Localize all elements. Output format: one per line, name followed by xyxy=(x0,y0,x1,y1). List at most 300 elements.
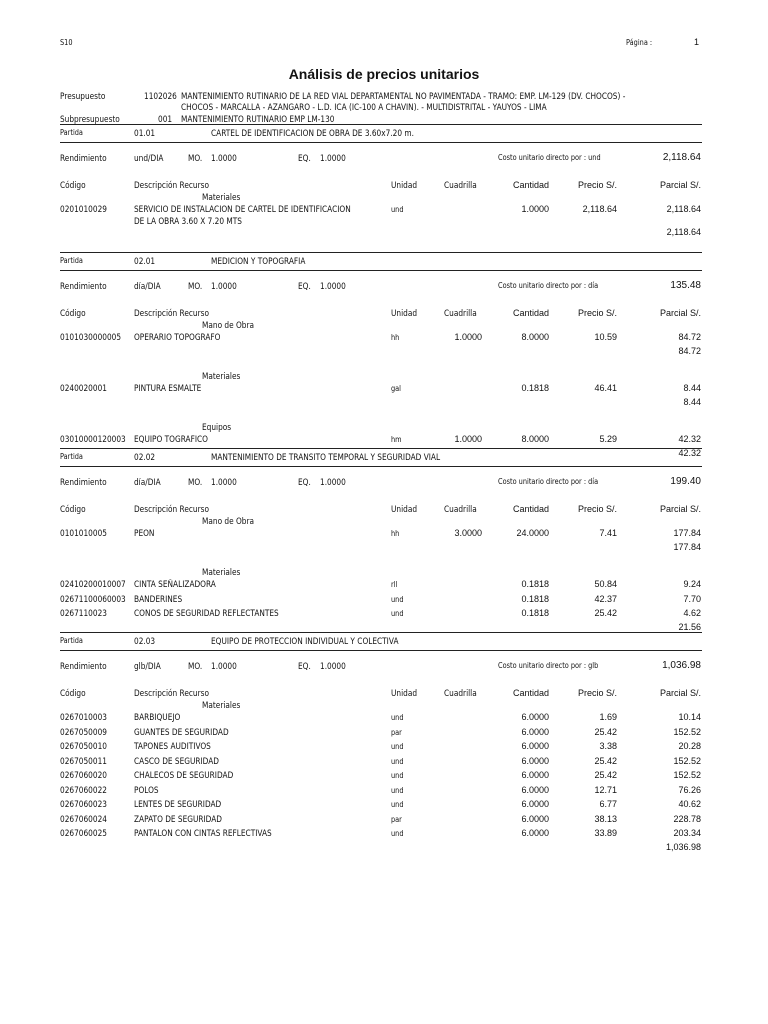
costo-unitario-value: 1,036.98 xyxy=(662,660,701,671)
mo-value-text: 1.0000 xyxy=(211,662,237,672)
resource-group-label-text: Mano de Obra xyxy=(202,517,255,527)
row-parcial: 8.44 xyxy=(683,383,701,393)
row-unidad xyxy=(391,609,406,618)
row-descripcion xyxy=(134,434,224,445)
presupuesto-code: 1102026 xyxy=(144,92,177,102)
page-label: Página : xyxy=(626,38,653,47)
row-descripcion xyxy=(134,756,238,767)
row-unidad-text: gal xyxy=(391,384,402,393)
row-descripcion-text: OPERARIO TOPOGRAFO xyxy=(134,333,221,343)
col-parcial-header: Parcial S/. xyxy=(659,504,701,514)
row-descripcion-text: LENTES DE SEGURIDAD xyxy=(134,800,222,810)
row-codigo xyxy=(60,814,117,825)
col-descripcion-header xyxy=(134,688,225,699)
col-unidad-header-text: Unidad xyxy=(391,309,418,319)
rendimiento-label xyxy=(60,153,117,164)
row-unidad-text: par xyxy=(391,727,402,737)
row-unidad-text: und xyxy=(391,771,404,780)
resource-group-label-text: Materiales xyxy=(202,193,241,203)
row-cantidad: 0.1818 xyxy=(521,593,549,604)
partida-label-text: Partida xyxy=(60,256,83,265)
partida-top-rule xyxy=(60,124,702,125)
row-cantidad: 6.0000 xyxy=(521,784,549,795)
group-subtotal: 177.84 xyxy=(673,541,701,552)
partida-name-rule xyxy=(60,466,702,467)
mo-value xyxy=(211,281,243,292)
group-subtotal: 1,036.98 xyxy=(665,841,701,852)
row-descripcion xyxy=(134,785,164,796)
row-parcial: 7.70 xyxy=(683,593,701,604)
group-subtotal: 84.72 xyxy=(678,345,701,356)
row-unidad xyxy=(391,595,406,604)
row-descripcion xyxy=(134,332,239,343)
row-descripcion-text: PINTURA ESMALTE xyxy=(134,384,202,394)
row-codigo xyxy=(60,828,117,839)
row-unidad-text: und xyxy=(391,829,404,838)
partida-code-text: 02.01 xyxy=(134,257,156,267)
resource-group-label-text: Equipos xyxy=(202,423,232,433)
row-cantidad: 6.0000 xyxy=(521,755,549,766)
row-parcial: 40.62 xyxy=(678,799,701,809)
resource-group-label xyxy=(202,567,249,578)
row-codigo xyxy=(60,727,117,738)
costo-label-text: Costo unitario directo por : glb xyxy=(498,661,599,670)
row-cantidad: 6.0000 xyxy=(521,813,549,824)
col-precio-header: Precio S/. xyxy=(577,308,617,318)
col-codigo-header xyxy=(60,308,91,319)
row-descripcion xyxy=(134,204,398,215)
row-descripcion-text: ZAPATO DE SEGURIDAD xyxy=(134,814,222,825)
subpresupuesto-code: 001 xyxy=(158,115,173,125)
costo-label xyxy=(498,477,620,486)
row-cantidad: 0.1818 xyxy=(521,383,549,393)
row-parcial: 177.84 xyxy=(673,528,701,538)
row-cantidad: 0.1818 xyxy=(521,608,549,618)
row-codigo xyxy=(60,594,140,605)
col-codigo-header xyxy=(60,688,91,699)
row-descripcion xyxy=(134,383,216,394)
subpresupuesto-label: Subpresupuesto xyxy=(60,115,120,125)
col-unidad-header-text: Unidad xyxy=(391,181,418,191)
report-code: S10 xyxy=(60,38,73,47)
partida-code xyxy=(134,636,160,647)
row-precio: 3.38 xyxy=(599,741,617,751)
row-descripcion xyxy=(134,814,241,825)
resource-group-label-text: Materiales xyxy=(202,701,241,711)
partida-code xyxy=(134,452,160,463)
row-precio: 10.59 xyxy=(594,332,617,342)
row-codigo-text: 02671100060003 xyxy=(60,594,126,605)
row-unidad xyxy=(391,713,406,722)
row-unidad-text: und xyxy=(391,756,404,766)
row-cantidad: 8.0000 xyxy=(521,434,549,444)
col-unidad-header xyxy=(391,504,423,515)
partida-label xyxy=(60,636,88,645)
row-parcial: 84.72 xyxy=(678,332,701,342)
row-unidad-text: und xyxy=(391,205,404,214)
row-cantidad: 6.0000 xyxy=(521,741,549,751)
partida-name-text: EQUIPO DE PROTECCION INDIVIDUAL Y COLECTIVA xyxy=(211,637,399,647)
presupuesto-desc-line2: CHOCOS - MARCALLA - AZANGARO - L.D. ICA (IC-100 A CHAVIN). - MULTIDISTRITAL - YAUYOS - LIMA xyxy=(181,103,547,113)
col-codigo-header-text: Código xyxy=(60,689,86,699)
mo-label xyxy=(188,661,205,672)
group-subtotal: 8.44 xyxy=(683,396,701,407)
row-codigo-text: 0101030000005 xyxy=(60,333,122,343)
col-cantidad-header: Cantidad xyxy=(512,180,549,190)
row-precio: 25.42 xyxy=(594,770,617,780)
row-parcial: 9.24 xyxy=(683,579,701,589)
costo-unitario-value: 2,118.64 xyxy=(662,152,701,163)
col-cuadrilla-header-text: Cuadrilla xyxy=(444,309,477,319)
eq-label-text: EQ. xyxy=(298,478,311,488)
rendimiento-label xyxy=(60,661,117,672)
eq-label-text: EQ. xyxy=(298,662,311,672)
col-precio-header: Precio S/. xyxy=(577,504,617,514)
row-precio: 7.41 xyxy=(599,528,617,538)
row-descripcion-text: PANTALON CON CINTAS REFLECTIVAS xyxy=(134,829,272,839)
row-descripcion-text: BANDERINES xyxy=(134,594,183,605)
mo-label-text: MO. xyxy=(188,478,203,488)
row-cantidad: 6.0000 xyxy=(521,828,549,838)
eq-value-text: 1.0000 xyxy=(320,154,346,164)
row-parcial: 10.14 xyxy=(678,712,701,722)
row-codigo-text: 0267010003 xyxy=(60,713,107,723)
row-parcial: 203.34 xyxy=(673,828,701,838)
row-descripcion-line2 xyxy=(134,216,266,227)
row-descripcion xyxy=(134,770,255,781)
row-codigo-text: 03010000120003 xyxy=(60,435,126,445)
resource-group-label xyxy=(202,371,249,382)
eq-value-text: 1.0000 xyxy=(320,282,346,292)
row-codigo xyxy=(60,608,117,619)
row-cantidad: 8.0000 xyxy=(521,332,549,342)
partida-code xyxy=(134,128,160,139)
col-codigo-header-text: Código xyxy=(60,505,86,515)
col-cantidad-header: Cantidad xyxy=(512,308,549,318)
row-precio: 25.42 xyxy=(594,726,617,737)
subpresupuesto-desc: MANTENIMIENTO RUTINARIO EMP LM-130 xyxy=(181,115,335,125)
row-precio: 33.89 xyxy=(594,828,617,838)
row-descripcion-text: GUANTES DE SEGURIDAD xyxy=(134,727,229,738)
row-unidad xyxy=(391,205,406,214)
resource-group-label-text: Materiales xyxy=(202,372,241,382)
partida-code-text: 01.01 xyxy=(134,129,156,139)
row-codigo-text: 0267050011 xyxy=(60,756,107,767)
row-precio: 12.71 xyxy=(594,784,617,795)
resource-group-label xyxy=(202,320,265,331)
mo-value-text: 1.0000 xyxy=(211,282,237,292)
col-descripcion-header xyxy=(134,504,225,515)
row-unidad xyxy=(391,815,404,824)
row-codigo xyxy=(60,434,140,445)
row-parcial: 76.26 xyxy=(678,784,701,795)
eq-label-text: EQ. xyxy=(298,154,311,164)
eq-label xyxy=(298,661,314,672)
row-codigo xyxy=(60,528,117,539)
rendimiento-label-text: Rendimiento xyxy=(60,282,107,292)
mo-value xyxy=(211,153,243,164)
col-descripcion-header-text: Descripción Recurso xyxy=(134,181,210,191)
row-descripcion-text: CHALECOS DE SEGURIDAD xyxy=(134,771,234,781)
col-codigo-header-text: Código xyxy=(60,181,86,191)
partida-code xyxy=(134,256,160,267)
row-descripcion-text: BARBIQUEJO xyxy=(134,713,181,723)
row-codigo xyxy=(60,770,117,781)
row-descripcion xyxy=(134,741,228,752)
rendimiento-unit-text: glb/DIA xyxy=(134,662,161,672)
row-unidad-text: rll xyxy=(391,580,398,589)
row-codigo xyxy=(60,756,117,767)
mo-value xyxy=(211,661,243,672)
rendimiento-unit xyxy=(134,153,170,164)
group-subtotal: 42.32 xyxy=(678,447,701,458)
costo-label xyxy=(498,661,620,670)
eq-value xyxy=(320,153,352,164)
partida-label xyxy=(60,452,88,461)
row-codigo-text: 0201010029 xyxy=(60,205,107,215)
row-unidad-text: hh xyxy=(391,529,400,538)
mo-label-text: MO. xyxy=(188,154,203,164)
row-unidad-text: und xyxy=(391,594,404,604)
partida-label-text: Partida xyxy=(60,636,83,645)
partida-label-text: Partida xyxy=(60,128,83,137)
partida-name-rule xyxy=(60,270,702,271)
mo-value-text: 1.0000 xyxy=(211,154,237,164)
col-cuadrilla-header-text: Cuadrilla xyxy=(444,181,477,191)
partida-top-rule xyxy=(60,252,702,253)
row-codigo xyxy=(60,579,140,590)
row-unidad xyxy=(391,771,406,780)
rendimiento-label-text: Rendimiento xyxy=(60,478,107,488)
row-unidad xyxy=(391,728,404,737)
eq-label xyxy=(298,477,314,488)
mo-label xyxy=(188,477,205,488)
partida-name xyxy=(211,256,326,267)
row-cantidad: 6.0000 xyxy=(521,770,549,780)
rendimiento-unit xyxy=(134,661,167,672)
row-codigo-text: 0267060022 xyxy=(60,785,107,796)
row-precio: 25.42 xyxy=(594,608,617,618)
row-descripcion xyxy=(134,528,159,539)
row-codigo xyxy=(60,712,117,723)
row-descripcion xyxy=(134,579,234,590)
col-descripcion-header-text: Descripción Recurso xyxy=(134,505,210,515)
row-unidad-text: und xyxy=(391,609,404,618)
col-cantidad-header: Cantidad xyxy=(512,688,549,698)
mo-value xyxy=(211,477,243,488)
rendimiento-label xyxy=(60,477,117,488)
row-precio: 25.42 xyxy=(594,755,617,766)
row-parcial: 2,118.64 xyxy=(666,204,701,214)
col-parcial-header: Parcial S/. xyxy=(659,180,701,190)
row-codigo-text: 0240020001 xyxy=(60,384,107,394)
costo-label-text: Costo unitario directo por : und xyxy=(498,153,601,162)
resource-group-label-text: Materiales xyxy=(202,568,241,578)
partida-top-rule xyxy=(60,448,702,449)
row-parcial: 20.28 xyxy=(678,741,701,751)
row-codigo xyxy=(60,799,117,810)
eq-label xyxy=(298,153,314,164)
resource-group-label xyxy=(202,516,265,527)
row-precio: 38.13 xyxy=(594,813,617,824)
row-descripcion-text: TAPONES AUDITIVOS xyxy=(134,742,211,752)
row-precio: 42.37 xyxy=(594,593,617,604)
partida-label-text: Partida xyxy=(60,452,83,461)
col-precio-header: Precio S/. xyxy=(577,688,617,698)
row-codigo xyxy=(60,383,117,394)
row-codigo-text: 02410200010007 xyxy=(60,580,126,590)
row-descripcion-text: EQUIPO TOGRAFICO xyxy=(134,435,208,445)
col-codigo-header-text: Código xyxy=(60,309,86,319)
presupuesto-desc-line1: MANTENIMIENTO RUTINARIO DE LA RED VIAL DEPARTAMENTAL NO PAVIMENTADA - TRAMO: EMP. LM-129 (DV. CHOCOS) - xyxy=(181,92,626,102)
row-codigo-text: 0267060023 xyxy=(60,800,107,810)
partida-name-text: CARTEL DE IDENTIFICACION DE OBRA DE 3.60x7.20 m. xyxy=(211,129,414,139)
row-descripcion xyxy=(134,727,249,738)
row-cuadrilla: 3.0000 xyxy=(454,528,482,538)
row-unidad-text: und xyxy=(391,742,404,751)
rendimiento-label-text: Rendimiento xyxy=(60,154,107,164)
resource-group-label xyxy=(202,422,238,433)
resource-group-label-text: Mano de Obra xyxy=(202,321,255,331)
row-cantidad: 0.1818 xyxy=(521,579,549,589)
partida-name xyxy=(211,128,458,139)
row-parcial: 4.62 xyxy=(683,608,701,618)
row-precio: 2,118.64 xyxy=(582,204,617,214)
row-cantidad: 1.0000 xyxy=(521,204,549,214)
mo-label-text: MO. xyxy=(188,282,203,292)
col-precio-header: Precio S/. xyxy=(577,180,617,190)
group-subtotal: 2,118.64 xyxy=(666,226,701,237)
row-parcial: 42.32 xyxy=(678,434,701,444)
row-codigo xyxy=(60,785,117,796)
row-codigo-text: 0267110023 xyxy=(60,609,107,619)
row-descripcion-text: PEON xyxy=(134,529,155,539)
col-descripcion-header xyxy=(134,180,225,191)
rendimiento-label xyxy=(60,281,117,292)
row-descripcion-text: CONOS DE SEGURIDAD REFLECTANTES xyxy=(134,609,279,619)
row-parcial: 152.52 xyxy=(673,755,701,766)
row-cantidad: 6.0000 xyxy=(521,712,549,722)
col-codigo-header xyxy=(60,180,91,191)
col-cantidad-header: Cantidad xyxy=(512,504,549,514)
row-unidad xyxy=(391,786,406,795)
row-cantidad: 6.0000 xyxy=(521,726,549,737)
rendimiento-unit-text: und/DIA xyxy=(134,154,164,164)
row-precio: 50.84 xyxy=(594,579,617,589)
group-subtotal: 21.56 xyxy=(678,621,701,632)
eq-value-text: 1.0000 xyxy=(320,478,346,488)
row-codigo xyxy=(60,741,117,752)
partida-name xyxy=(211,636,440,647)
col-cuadrilla-header-text: Cuadrilla xyxy=(444,689,477,699)
col-descripcion-header-text: Descripción Recurso xyxy=(134,689,210,699)
partida-label xyxy=(60,128,88,137)
row-parcial: 228.78 xyxy=(673,813,701,824)
row-unidad-text: und xyxy=(391,800,404,809)
col-cuadrilla-header-text: Cuadrilla xyxy=(444,505,477,515)
col-unidad-header xyxy=(391,308,423,319)
eq-value xyxy=(320,661,352,672)
row-descripcion-text: CASCO DE SEGURIDAD xyxy=(134,756,219,767)
row-cuadrilla: 1.0000 xyxy=(454,434,482,444)
row-descripcion xyxy=(134,594,193,605)
row-cuadrilla: 1.0000 xyxy=(454,332,482,342)
mo-label xyxy=(188,281,205,292)
costo-label-text: Costo unitario directo por : día xyxy=(498,477,599,486)
row-unidad xyxy=(391,757,406,766)
partida-name xyxy=(211,452,490,463)
row-unidad xyxy=(391,384,403,393)
presupuesto-label: Presupuesto xyxy=(60,92,106,102)
row-unidad-text: par xyxy=(391,814,402,824)
col-parcial-header: Parcial S/. xyxy=(659,688,701,698)
partida-code-text: 02.02 xyxy=(134,453,156,463)
col-descripcion-header xyxy=(134,308,225,319)
partida-label xyxy=(60,256,88,265)
mo-label-text: MO. xyxy=(188,662,203,672)
row-precio: 1.69 xyxy=(599,712,617,722)
rendimiento-unit xyxy=(134,281,167,292)
row-codigo-text: 0267050009 xyxy=(60,727,107,738)
col-descripcion-header-text: Descripción Recurso xyxy=(134,309,210,319)
col-unidad-header xyxy=(391,688,423,699)
col-unidad-header xyxy=(391,180,423,191)
partida-name-rule xyxy=(60,650,702,651)
row-unidad xyxy=(391,800,406,809)
row-codigo xyxy=(60,204,117,215)
rendimiento-unit-text: día/DIA xyxy=(134,478,161,488)
rendimiento-unit-text: día/DIA xyxy=(134,282,161,292)
row-descripcion xyxy=(134,608,311,619)
col-codigo-header xyxy=(60,504,91,515)
row-descripcion-line2-text: DE LA OBRA 3.60 X 7.20 MTS xyxy=(134,217,242,227)
partida-top-rule xyxy=(60,632,702,633)
partida-name-text: MANTENIMIENTO DE TRANSITO TEMPORAL Y SEGURIDAD VIAL xyxy=(211,453,441,463)
costo-label xyxy=(498,153,623,162)
resource-group-label xyxy=(202,192,249,203)
costo-unitario-value: 135.48 xyxy=(670,280,701,291)
mo-value-text: 1.0000 xyxy=(211,478,237,488)
col-parcial-header: Parcial S/. xyxy=(659,308,701,318)
row-descripcion xyxy=(134,712,191,723)
row-unidad-text: und xyxy=(391,785,404,795)
row-codigo-text: 0101010005 xyxy=(60,529,107,539)
page-number: 1 xyxy=(694,37,700,47)
row-unidad-text: hh xyxy=(391,333,400,342)
row-codigo-text: 0267060024 xyxy=(60,814,107,825)
row-unidad-text: und xyxy=(391,713,404,722)
rendimiento-label-text: Rendimiento xyxy=(60,662,107,672)
partida-name-text: MEDICION Y TOPOGRAFIA xyxy=(211,257,306,267)
row-descripcion-text: CINTA SEÑALIZADORA xyxy=(134,580,216,590)
row-precio: 6.77 xyxy=(599,799,617,809)
costo-label xyxy=(498,281,620,290)
partida-code-text: 02.03 xyxy=(134,637,156,647)
row-cantidad: 6.0000 xyxy=(521,799,549,809)
partida-name-rule xyxy=(60,142,702,143)
rendimiento-unit xyxy=(134,477,167,488)
costo-unitario-value: 199.40 xyxy=(670,476,701,487)
row-codigo-text: 0267060025 xyxy=(60,829,107,839)
row-unidad xyxy=(391,742,406,751)
row-codigo xyxy=(60,332,134,343)
eq-value xyxy=(320,477,352,488)
row-unidad xyxy=(391,580,399,589)
eq-label xyxy=(298,281,314,292)
resource-group-label xyxy=(202,700,249,711)
eq-value-text: 1.0000 xyxy=(320,662,346,672)
row-descripcion-text: POLOS xyxy=(134,785,159,796)
